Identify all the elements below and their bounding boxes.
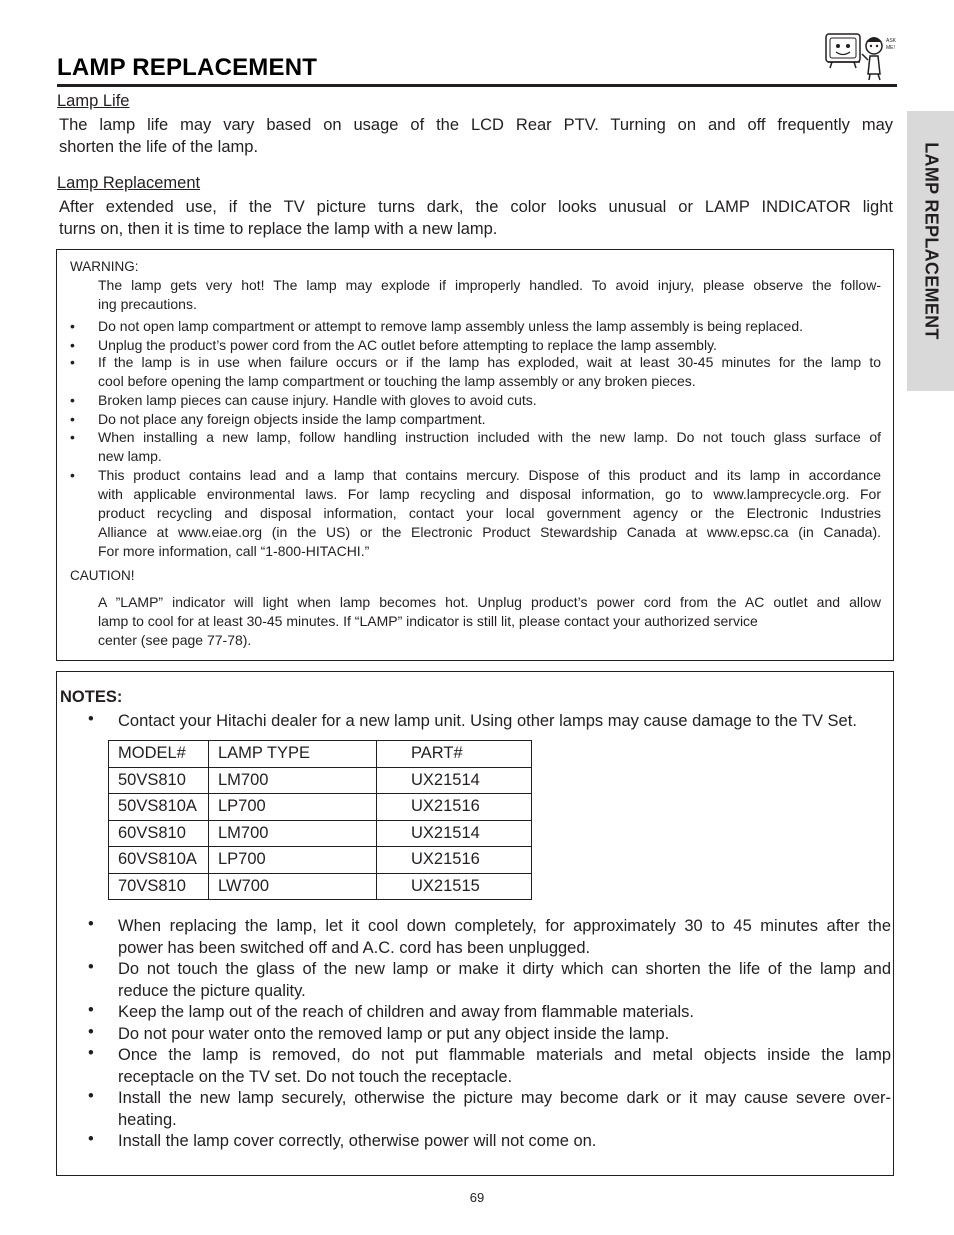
svg-text:ME!: ME! (886, 45, 895, 51)
warning-intro (98, 276, 881, 314)
text-line: After extended use, if the TV picture turns dark, the color looks unusual or LAMP INDICATOR light (59, 198, 893, 216)
bullet-icon: • (70, 467, 75, 483)
text-line: For more information, call “1-800-HITACHI.” (98, 543, 370, 559)
lamp-parts-table (108, 740, 532, 900)
text-line: lamp to cool for at least 30-45 minutes. If “LAMP” indicator is still lit, please contact your authorized service (98, 613, 758, 629)
bullet-icon: • (88, 958, 94, 976)
notes-item (118, 1130, 891, 1152)
table-row (109, 794, 532, 821)
bullet-icon: • (88, 1023, 94, 1041)
table-cell: LP700 (209, 847, 377, 874)
text-line: This product contains lead and a lamp that contains mercury. Dispose of this product and its lamp in accordance (98, 467, 881, 483)
lamp-life-paragraph (59, 114, 893, 158)
text-line: Contact your Hitachi dealer for a new lamp unit. Using other lamps may cause damage to the TV Set. (118, 712, 857, 730)
text-line: product recycling and disposal information, contact your local government agency or the Electronic Industries (98, 505, 881, 521)
table-row (109, 873, 532, 900)
notes-item (118, 915, 891, 959)
bullet-icon: • (88, 1087, 94, 1105)
title-divider (57, 84, 897, 87)
table-cell: UX21516 (377, 847, 532, 874)
notes-item (118, 958, 891, 1002)
text-line: turns on, then it is time to replace the lamp with a new lamp. (59, 220, 498, 238)
text-line: center (see page 77-78). (98, 632, 252, 648)
table-cell: 50VS810A (109, 794, 209, 821)
notes-item (118, 1044, 891, 1088)
bullet-icon: • (88, 915, 94, 933)
text-line: Do not touch the glass of the new lamp or make it dirty which can shorten the life of the lamp and (118, 960, 891, 978)
warning-box (56, 249, 894, 661)
section-side-tab (907, 111, 954, 391)
table-cell: UX21515 (377, 873, 532, 900)
lamp-life-heading: Lamp Life (57, 92, 130, 110)
bullet-icon: • (88, 1044, 94, 1062)
lamp-replacement-heading: Lamp Replacement (57, 174, 201, 192)
table-cell: LM700 (209, 767, 377, 794)
text-line: The lamp gets very hot! The lamp may explode if improperly handled. To avoid injury, please observe the follow- (98, 277, 881, 293)
bullet-icon: • (70, 392, 75, 408)
table-cell: 70VS810 (109, 873, 209, 900)
side-tab-label: LAMP REPLACEMENT (921, 142, 941, 340)
text-line: Do not pour water onto the removed lamp or put any object inside the lamp. (118, 1025, 670, 1043)
text-line: Install the lamp cover correctly, otherwise power will not come on. (118, 1132, 597, 1150)
table-header-cell: PART# (377, 741, 532, 768)
page-title: LAMP REPLACEMENT (57, 54, 318, 81)
table-cell: LM700 (209, 820, 377, 847)
table-header-row (109, 741, 532, 768)
notes-box (56, 671, 894, 1176)
warning-item (98, 410, 881, 429)
hitachi-ask-me-logo (824, 30, 900, 82)
table-cell: UX21514 (377, 767, 532, 794)
table-header-cell: LAMP TYPE (209, 741, 377, 768)
page-number: 69 (469, 1190, 485, 1205)
text-line: Alliance at www.eiae.org (in the US) or the Electronic Product Stewardship Canada at www.epsc.ca (in Canada). (98, 524, 881, 540)
text-line: reduce the picture quality. (118, 982, 306, 1000)
text-line: Once the lamp is removed, do not put flammable materials and metal objects inside the lamp (118, 1046, 891, 1064)
text-line: receptacle on the TV set. Do not touch the receptacle. (118, 1068, 513, 1086)
text-line: Broken lamp pieces can cause injury. Handle with gloves to avoid cuts. (98, 392, 537, 408)
text-line: When installing a new lamp, follow handling instruction included with the new lamp. Do not touch glass surface of (98, 429, 881, 445)
notes-item (118, 1001, 891, 1023)
table-cell: 60VS810A (109, 847, 209, 874)
table-header-cell: MODEL# (109, 741, 209, 768)
bullet-icon: • (88, 1001, 94, 1019)
text-line: new lamp. (98, 448, 162, 464)
notes-title: NOTES: (60, 688, 123, 706)
table-cell: LW700 (209, 873, 377, 900)
text-line: Install the new lamp securely, otherwise the picture may become dark or it may cause severe over- (118, 1089, 891, 1107)
warning-label: WARNING: (70, 259, 139, 274)
table-row (109, 767, 532, 794)
text-line: heating. (118, 1111, 177, 1129)
text-line: cool before opening the lamp compartment or touching the lamp assembly or any broken pieces. (98, 373, 696, 389)
bullet-icon: • (88, 710, 94, 728)
warning-item (98, 391, 881, 410)
table-cell: UX21514 (377, 820, 532, 847)
text-line: Do not place any foreign objects inside the lamp compartment. (98, 411, 486, 427)
text-line: Do not open lamp compartment or attempt to remove lamp assembly unless the lamp assembly is being replaced. (98, 318, 804, 334)
warning-item (98, 353, 881, 391)
bullet-icon: • (70, 337, 75, 353)
warning-item (98, 317, 881, 336)
table-cell: 50VS810 (109, 767, 209, 794)
svg-text:ASK: ASK (886, 38, 897, 44)
bullet-icon: • (70, 354, 75, 370)
text-line: Keep the lamp out of the reach of children and away from flammable materials. (118, 1003, 694, 1021)
bullet-icon: • (70, 318, 75, 334)
bullet-icon: • (70, 429, 75, 445)
text-line: When replacing the lamp, let it cool down completely, for approximately 30 to 45 minutes after the (118, 917, 891, 935)
text-line: If the lamp is in use when failure occurs or if the lamp has exploded, wait at least 30-45 minutes for the lamp to (98, 354, 881, 370)
text-line: ing precautions. (98, 296, 197, 312)
table-cell: UX21516 (377, 794, 532, 821)
table-cell: 60VS810 (109, 820, 209, 847)
text-line: A ”LAMP” indicator will light when lamp becomes hot. Unplug product’s power cord from the AC outlet and allow (98, 594, 881, 610)
notes-item (118, 710, 893, 732)
table-row (109, 847, 532, 874)
caution-text (98, 593, 881, 650)
lamp-replacement-paragraph (59, 196, 893, 240)
table-row (109, 820, 532, 847)
bullet-icon: • (70, 411, 75, 427)
warning-item (98, 466, 881, 561)
bullet-icon: • (88, 1130, 94, 1148)
warning-item (98, 428, 881, 466)
notes-item (118, 1087, 891, 1131)
caution-label: CAUTION! (70, 568, 135, 583)
text-line: shorten the life of the lamp. (59, 138, 259, 156)
notes-item (118, 1023, 891, 1045)
text-line: Unplug the product’s power cord from the AC outlet before attempting to replace the lamp assembly. (98, 337, 717, 353)
text-line: power has been switched off and A.C. cord has been unplugged. (118, 939, 591, 957)
text-line: with applicable environmental laws. For lamp recycling and disposal information, go to www.lamprecycle.org. For (98, 486, 881, 502)
text-line: The lamp life may vary based on usage of the LCD Rear PTV. Turning on and off frequently may (59, 116, 893, 134)
table-cell: LP700 (209, 794, 377, 821)
